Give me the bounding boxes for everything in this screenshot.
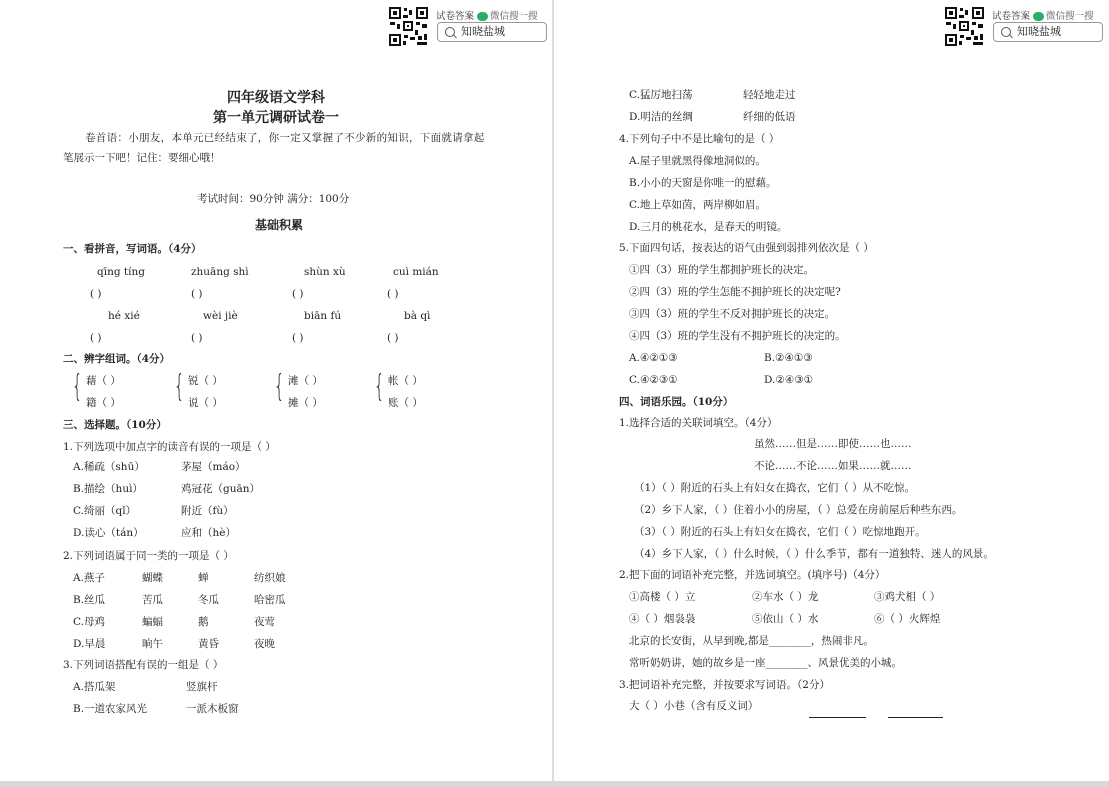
brace-icon: { — [274, 369, 285, 404]
answer-blank[interactable]: ( ) — [191, 332, 203, 344]
conjunction-list: 不论……不论……如果……就…… — [754, 460, 912, 472]
exam-title: 四年级语文学科 — [227, 90, 325, 106]
viewer-bottom-bar — [0, 781, 1109, 787]
sentence-item: ②四（3）班的学生怎能不拥护班长的决定呢? — [629, 286, 841, 298]
option[interactable]: D.读心（tán） — [73, 527, 144, 539]
fill-sentence[interactable]: 常听奶奶讲，她的故乡是一座________、风景优美的小城。 — [629, 657, 902, 669]
question-2-title: 二、辨字组词。（4分） — [63, 353, 171, 365]
sentence-item: ④四（3）班的学生没有不拥护班长的决定的。 — [629, 330, 846, 342]
pinyin: biān fú — [304, 310, 342, 322]
question-3-title: 三、选择题。（10分） — [63, 419, 167, 431]
option[interactable]: C.绮丽（qǐ） — [73, 505, 137, 517]
brace-icon: { — [174, 369, 185, 404]
option[interactable]: B.小小的天窗是你唯一的慰藉。 — [629, 177, 777, 189]
intro-line-1: 卷首语：小朋友，本单元已经结束了，你一定又掌握了不少新的知识，下面就请拿起 — [85, 132, 485, 144]
option-word: 蝴蝶 — [142, 572, 163, 584]
answer-line[interactable] — [888, 699, 943, 718]
pinyin: bà qì — [404, 310, 431, 322]
option-word: 一派木板窗 — [186, 703, 239, 715]
conjunction-list: 虽然……但是……即使……也…… — [754, 438, 912, 450]
fill-item[interactable]: （2）乡下人家，（ ）住着小小的房屋，（ ）总爱在房前屋后种些东西。 — [634, 504, 963, 516]
option[interactable]: D.三月的桃花水，是春天的明镜。 — [629, 221, 788, 233]
option-word: 黄昏 — [198, 638, 219, 650]
fill-sentence[interactable]: 北京的长安街，从早到晚,都是________，热闹非凡。 — [629, 635, 874, 647]
answer-blank[interactable]: ( ) — [387, 288, 399, 300]
idiom-item[interactable]: ①高楼（ ）立 — [629, 591, 696, 603]
option[interactable]: C.④②③① — [629, 374, 678, 386]
watermark-label: 试卷答案 微信搜一搜 — [992, 11, 1094, 22]
brace-icon: { — [374, 369, 385, 404]
option[interactable]: A.稀疏（shū） — [73, 461, 145, 473]
qr-code-icon — [388, 6, 429, 47]
option[interactable]: B.②④①③ — [764, 352, 813, 364]
char-pair-item: 锐（ ） — [188, 375, 223, 387]
idiom-item[interactable]: ⑤依山（ ）水 — [752, 613, 819, 625]
answer-blank[interactable]: ( ) — [90, 288, 102, 300]
option[interactable]: C.母鸡 — [73, 616, 105, 628]
pinyin: zhuāng shì — [191, 266, 249, 278]
option[interactable]: D.明洁的丝绸 — [629, 111, 693, 123]
fill-item[interactable]: （4）乡下人家，（ ）什么时候，（ ）什么季节，都有一道独特、迷人的风景。 — [634, 548, 994, 560]
question-4-3: 3.把词语补充完整，并按要求写词语。（2分） — [619, 679, 830, 691]
watermark-search-box: 知晓盐城 — [437, 22, 547, 42]
char-pair-item: 帐（ ） — [388, 375, 423, 387]
answer-blank[interactable]: ( ) — [292, 332, 304, 344]
answer-blank[interactable]: ( ) — [292, 288, 304, 300]
question-3-1: 1.下列选项中加点字的读音有误的一项是（ ） — [63, 441, 276, 453]
idiom-item[interactable]: ④（ ）烟袅袅 — [629, 613, 696, 625]
sentence-item: ③四（3）班的学生不反对拥护班长的决定。 — [629, 308, 836, 320]
option[interactable]: B.丝瓜 — [73, 594, 106, 606]
option-word: 纺织娘 — [254, 572, 286, 584]
option-word: 轻轻地走过 — [743, 89, 796, 101]
option[interactable]: A.④②①③ — [629, 352, 678, 364]
char-pair-item: 滩（ ） — [288, 375, 323, 387]
exam-page-right — [554, 0, 1109, 781]
pinyin: wèi jiè — [203, 310, 238, 322]
exam-subtitle: 第一单元调研试卷一 — [213, 110, 339, 126]
char-pair-item: 籍（ ） — [86, 397, 121, 409]
option[interactable]: D.早晨 — [73, 638, 106, 650]
option-word: 蝉 — [198, 572, 209, 584]
pinyin: qīng tíng — [97, 266, 145, 278]
option[interactable]: B.一道农家风光 — [73, 703, 148, 715]
fill-item[interactable]: （1）（ ）附近的石头上有妇女在捣衣，它们（ ）从不吃惊。 — [634, 482, 916, 494]
question-3-3: 3.下列词语搭配有误的一组是（ ） — [63, 659, 224, 671]
question-3-5: 5.下面四句话，按表达的语气由强到弱排列依次是（ ） — [619, 242, 874, 254]
char-pair-item: 账（ ） — [388, 397, 423, 409]
pinyin: hé xié — [108, 310, 140, 322]
wechat-icon — [1033, 12, 1044, 21]
idiom-item[interactable]: ③鸡犬相（ ） — [874, 591, 941, 603]
fill-item[interactable]: 大（ ）小巷（含有反义词） — [629, 700, 759, 712]
option-word: 竖旗杆 — [186, 681, 218, 693]
intro-line-2: 笔展示一下吧！记住：要细心哦！ — [63, 152, 221, 164]
option-word: 夜晚 — [254, 638, 275, 650]
fill-item[interactable]: （3）（ ）附近的石头上有妇女在捣衣，它们（ ）吃惊地跑开。 — [634, 526, 926, 538]
sentence-item: ①四（3）班的学生都拥护班长的决定。 — [629, 264, 815, 276]
char-pair-item: 藉（ ） — [86, 375, 121, 387]
answer-blank[interactable]: ( ) — [90, 332, 102, 344]
idiom-item[interactable]: ②车水（ ）龙 — [752, 591, 819, 603]
brace-icon: { — [72, 369, 83, 404]
option-word: 哈密瓜 — [254, 594, 286, 606]
watermark-search-box: 知晓盐城 — [993, 22, 1103, 42]
char-pair-item: 说（ ） — [188, 397, 223, 409]
option: 附近（fù） — [181, 505, 234, 517]
wechat-icon — [477, 12, 488, 21]
qr-code-icon — [944, 6, 985, 47]
option: 鸡冠花（guān） — [181, 483, 261, 495]
option[interactable]: A.燕子 — [73, 572, 105, 584]
section-title: 基础积累 — [255, 218, 304, 232]
question-4-2: 2.把下面的词语补充完整，并选词填空。(填序号)（4分） — [619, 569, 886, 581]
question-4-title: 四、词语乐园。（10分） — [619, 396, 734, 408]
option-word: 纤细的低语 — [743, 111, 796, 123]
option-word: 晌午 — [142, 638, 163, 650]
question-4-1: 1.选择合适的关联词填空。（4分） — [619, 417, 778, 429]
option-word: 苦瓜 — [142, 594, 163, 606]
question-1-title: 一、看拼音，写词语。（4分） — [63, 243, 202, 255]
option[interactable]: C.猛厉地扫荡 — [629, 89, 693, 101]
option: 茅屋（máo） — [181, 461, 246, 473]
question-3-2: 2.下列词语属于同一类的一项是（ ） — [63, 550, 234, 562]
answer-line[interactable] — [809, 699, 866, 718]
option[interactable]: A.搭瓜架 — [73, 681, 116, 693]
idiom-item[interactable]: ⑥（ ）火辉煌 — [874, 613, 941, 625]
exam-page-left — [0, 0, 552, 781]
pinyin: cuì mián — [393, 266, 439, 278]
option[interactable]: C.地上草如茵，两岸柳如眉。 — [629, 199, 766, 211]
pinyin: shùn xù — [304, 266, 346, 278]
search-icon — [445, 27, 455, 37]
option-word: 蝙蝠 — [142, 616, 163, 628]
answer-blank[interactable]: ( ) — [387, 332, 399, 344]
option-word: 冬瓜 — [198, 594, 219, 606]
option[interactable]: A.屋子里就黑得像地洞似的。 — [629, 155, 766, 167]
answer-blank[interactable]: ( ) — [191, 288, 203, 300]
search-icon — [1001, 27, 1011, 37]
char-pair-item: 摊（ ） — [288, 397, 323, 409]
option-word: 鹅 — [198, 616, 209, 628]
question-3-4: 4.下列句子中不是比喻句的是（ ） — [619, 133, 780, 145]
exam-info: 考试时间：90分钟 满分：100分 — [197, 193, 350, 205]
option-word: 夜莺 — [254, 616, 275, 628]
option[interactable]: B.描绘（huì） — [73, 483, 143, 495]
option[interactable]: D.②④③① — [764, 374, 814, 386]
watermark-label: 试卷答案 微信搜一搜 — [436, 11, 538, 22]
option: 应和（hè） — [181, 527, 236, 539]
